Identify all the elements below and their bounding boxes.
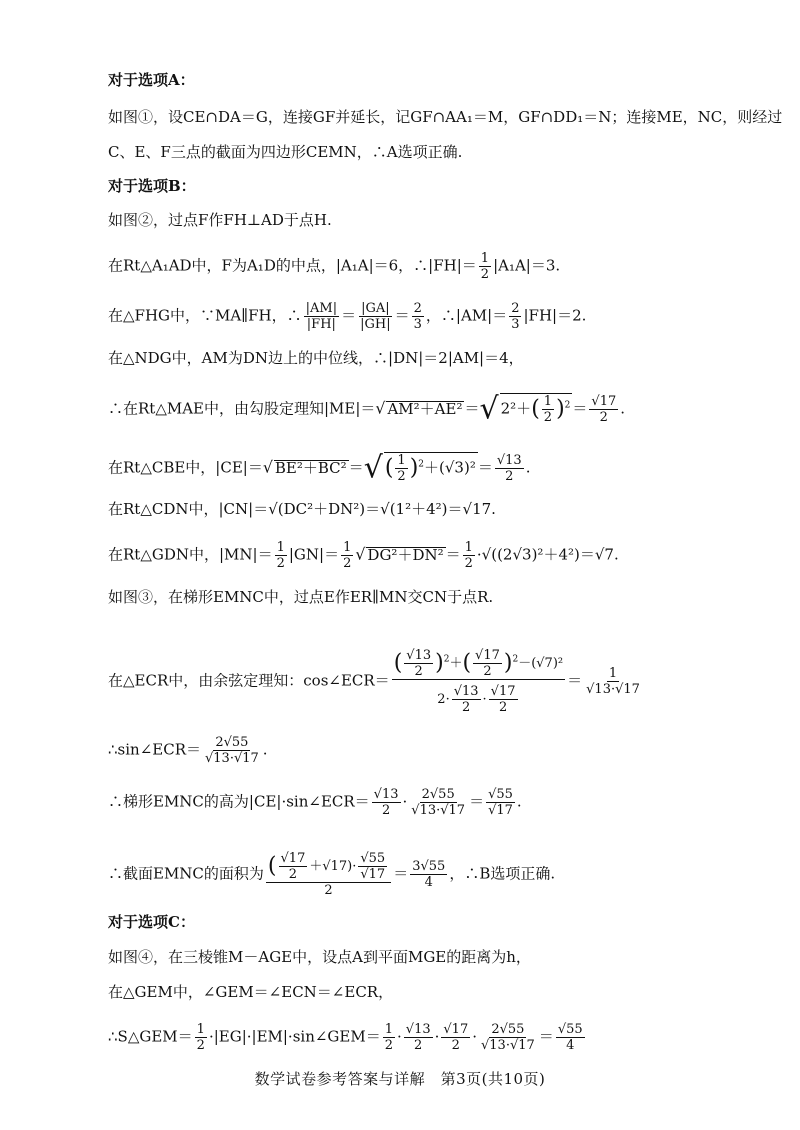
denominator: 2: [498, 700, 508, 715]
option-c-line-1: 如图④，在三棱锥M－AGE中，设点A到平面MGE的距离为h，: [108, 948, 531, 966]
denominator: 2: [464, 556, 473, 571]
option-b-line-9: 在△ECR中，由余弦定理知：cos∠ECR＝ ( $\frac{√13}{2}$ )$^2$＋( $\frac{√17}{2}$ )$^2$－(√7)² 2· $\frac{√13}{2}$ · $\frac{√17}{2}$ ＝ $\frac{1}{√13\cdot√17}$: [108, 648, 640, 715]
numerator: 1: [480, 251, 490, 266]
option-b-line-8: 如图③，在梯形EMNC中，过点E作ER∥MN交CN于点R.: [108, 588, 494, 606]
option-a-heading: 对于选项A：: [108, 71, 195, 89]
denominator: 2: [480, 267, 490, 282]
radicand: ( $\frac{1}{2}$ )$^2$＋(√3)²: [384, 453, 476, 484]
text: ，∴|AM|＝: [425, 306, 508, 325]
fraction: [441, 1022, 470, 1053]
text: 2²＋: [500, 399, 532, 418]
option-b-line-2: 在△FHG中，∵MA∥FH，∴ $\frac{|AM|}{|FH|}$ ＝ $\frac{|GA|}{|GH|}$ ＝ $\frac{2}{3}$ ，∴|AM|＝ $\frac{2}{3}$ |FH|＝2.: [108, 301, 587, 332]
numerator: 2: [413, 301, 422, 316]
fraction: [358, 301, 392, 332]
fraction-half: [479, 251, 491, 282]
text: 在△FHG中，∵MA∥FH，∴: [108, 306, 302, 325]
text: 在Rt△A₁AD中，F为A₁D的中点，|A₁A|＝6，∴|FH|＝: [108, 256, 477, 275]
numerator: ( $\frac{√17}{2}$ ＋√17)· $\frac{√55}{√17}$: [266, 851, 391, 883]
fraction: [358, 851, 387, 882]
fraction: [409, 787, 467, 818]
numerator: √17: [475, 648, 500, 663]
sqrt-sign: √: [355, 544, 366, 564]
numerator: √17: [443, 1022, 469, 1037]
numerator: √55: [488, 787, 513, 802]
denominator: 2: [381, 803, 391, 818]
denominator: 2· $\frac{√13}{2}$ · $\frac{√17}{2}$: [437, 684, 516, 715]
denominator: √13·√17: [205, 751, 259, 766]
option-b-line-5: 在Rt△CBE中，|CE|＝√ BE²＋BC² ＝√( $\frac{1}{2}$ )$^2$＋(√3)² ＝ $\frac{√13}{2}$ .: [108, 450, 531, 486]
denominator: 2: [451, 1038, 460, 1053]
radicand: AM²＋AE²: [387, 399, 463, 418]
numerator: 1: [608, 666, 618, 681]
denominator: 4: [424, 875, 433, 890]
denominator: 2: [414, 664, 423, 679]
text: |GN|＝: [288, 545, 340, 564]
denominator: 2: [599, 410, 608, 425]
fraction-half: [275, 540, 287, 571]
fraction: [279, 851, 308, 882]
fraction: [495, 453, 524, 484]
numerator: √55: [360, 851, 386, 866]
radicand: 2²＋( $\frac{1}{2}$ )$^2$: [500, 394, 571, 425]
denominator: 2: [288, 867, 298, 882]
numerator: ( $\frac{√13}{2}$ )$^2$＋( $\frac{√17}{2}$ )$^2$－(√7)²: [393, 648, 564, 679]
numerator: 1: [543, 394, 553, 409]
fraction: [589, 394, 618, 425]
denominator: 2: [324, 883, 333, 898]
text: ＋√17)·: [309, 859, 357, 874]
numerator: √13: [406, 648, 432, 663]
sqrt-sign: √: [262, 457, 273, 477]
text: ∴S△GEM＝: [108, 1027, 193, 1046]
cosine-fraction: [392, 648, 565, 715]
option-b-line-4: ∴在Rt△MAE中，由勾股定理知|ME|＝√ AM²＋AE² ＝√ 2²＋( $\frac{1}{2}$ )$^2$ ＝ $\frac{√17}{2}$ .: [108, 391, 626, 427]
option-c-heading: 对于选项C：: [108, 913, 195, 931]
option-b-line-12: ∴截面EMNC的面积为 ( $\frac{√17}{2}$ ＋√17)· $\frac{√55}{√17}$ 2 ＝ $\frac{3√55}{4}$ ，∴B选项正确.: [108, 851, 556, 898]
fraction-half: [463, 540, 475, 571]
fraction-half: [395, 453, 407, 484]
denominator: √13·√17: [586, 682, 640, 697]
numerator: 2√55: [491, 1022, 525, 1037]
fraction-half: [195, 1022, 207, 1053]
fraction-half: [341, 540, 353, 571]
text: 在Rt△CBE中，|CE|＝: [108, 458, 263, 477]
fraction: [509, 301, 521, 332]
text: ∴梯形EMNC的高为|CE|·sin∠ECR＝: [108, 792, 370, 811]
numerator: √17: [280, 851, 306, 866]
option-b-figure-2: 如图②，过点F作FH⊥AD于点H.: [108, 211, 332, 229]
numerator: √13: [453, 684, 479, 699]
denominator: √17: [488, 803, 513, 818]
numerator: 2√55: [215, 735, 249, 750]
text: ∴sin∠ECR＝: [108, 740, 201, 759]
fraction: [404, 648, 433, 679]
text: ·|EG|·|EM|·sin∠GEM＝: [208, 1027, 381, 1046]
numerator: 1: [384, 1022, 393, 1037]
numerator: 1: [343, 540, 352, 555]
text: 在Rt△GDN中，|MN|＝: [108, 545, 273, 564]
denominator: 2: [343, 556, 352, 571]
denominator: √13·√17: [411, 803, 466, 818]
radicand: DG²＋DN²: [367, 545, 444, 564]
option-b-line-6: 在Rt△CDN中，|CN|＝√(DC²＋DN²)＝√(1²＋4²)＝√17.: [108, 500, 496, 518]
numerator: √13: [405, 1022, 431, 1037]
numerator: |GA|: [361, 301, 390, 316]
denominator: √17: [360, 867, 386, 882]
numerator: √13: [373, 787, 399, 802]
numerator: 1: [464, 540, 473, 555]
text: 2·: [437, 692, 450, 707]
fraction: [404, 1022, 433, 1053]
denominator: 2: [505, 469, 514, 484]
fraction: [479, 1022, 537, 1053]
text: 在△ECR中，由余弦定理知：cos∠ECR＝: [108, 671, 390, 690]
fraction: [489, 684, 518, 715]
radicand: BE²＋BC²: [274, 458, 347, 477]
fraction: [410, 859, 447, 890]
text: ，∴B选项正确.: [449, 864, 556, 883]
numerator: √17: [591, 394, 617, 409]
option-c-line-2: 在△GEM中，∠GEM＝∠ECN＝∠ECR，: [108, 983, 394, 1001]
numerator: 1: [276, 540, 285, 555]
sqrt-sign: √: [479, 391, 499, 427]
fraction: [372, 787, 401, 818]
numerator: 1: [196, 1022, 205, 1037]
denominator: 2: [483, 664, 492, 679]
numerator: |AM|: [305, 301, 338, 316]
option-b-heading: 对于选项B：: [108, 177, 196, 195]
numerator: √13: [496, 453, 522, 468]
option-c-line-3: ∴S△GEM＝ $\frac{1}{2}$ ·|EG|·|EM|·sin∠GEM＝ $\frac{1}{2}$ · $\frac{√13}{2}$ · $\frac{√17}{2}$ · $\frac{2√55}{√13\cdot√17}$ ＝ $\frac{√55}{4}$: [108, 1022, 583, 1053]
denominator: 2: [461, 700, 471, 715]
denominator: 3: [511, 317, 520, 332]
numerator: 3√55: [412, 859, 446, 874]
fraction: [584, 666, 642, 697]
fraction: [304, 301, 339, 332]
denominator: |FH|: [306, 317, 336, 332]
text: |A₁A|＝3.: [493, 256, 561, 275]
text: ∴截面EMNC的面积为: [108, 864, 264, 883]
denominator: √13·√17: [481, 1038, 535, 1053]
fraction: [203, 735, 261, 766]
option-b-line-10: ∴sin∠ECR＝ $\frac{2√55}{√13\cdot√17}$ .: [108, 735, 268, 766]
option-b-line-11: ∴梯形EMNC的高为|CE|·sin∠ECR＝ $\frac{√13}{2}$ · $\frac{2√55}{√13\cdot√17}$ ＝ $\frac{√55}{√17}$ .: [108, 787, 522, 818]
text: ∴在Rt△MAE中，由勾股定理知|ME|＝: [108, 399, 376, 418]
text: ＋(√3)²: [424, 458, 476, 477]
page-footer: 数学试卷参考答案与详解 第3页(共10页): [254, 1070, 546, 1088]
denominator: 3: [413, 317, 422, 332]
fraction-half: [542, 394, 554, 425]
denominator: 2: [196, 1038, 205, 1053]
fraction: [473, 648, 502, 679]
area-fraction: [266, 851, 391, 898]
option-a-line-1: 如图①，设CE∩DA＝G，连接GF并延长，记GF∩AA₁＝M，GF∩DD₁＝N；连接ME，NC，则经过: [108, 108, 783, 126]
denominator: 4: [566, 1038, 575, 1053]
numerator: √17: [490, 684, 516, 699]
denominator: 2: [543, 410, 553, 425]
denominator: 2: [414, 1038, 423, 1053]
text: |FH|＝2.: [523, 306, 587, 325]
text: ·√((2√3)²＋4²)＝√7.: [476, 545, 619, 564]
text: －(√7)²: [518, 656, 564, 671]
sqrt-sign: √: [363, 450, 383, 486]
denominator: 2: [276, 556, 285, 571]
numerator: 2√55: [421, 787, 455, 802]
fraction: [452, 684, 481, 715]
numerator: 1: [397, 453, 406, 468]
option-b-line-1: [108, 251, 560, 282]
option-b-line-3: 在△NDG中，AM为DN边上的中位线，∴|DN|＝2|AM|＝4，: [108, 349, 524, 367]
denominator: 2: [397, 469, 406, 484]
fraction-half: [383, 1022, 395, 1053]
denominator: 2: [384, 1038, 393, 1053]
sqrt-sign: √: [375, 398, 386, 418]
option-b-line-7: 在Rt△GDN中，|MN|＝ $\frac{1}{2}$ |GN|＝ $\frac{1}{2}$ √ DG²＋DN² ＝ $\frac{1}{2}$ ·√((2√3)²＋4²)＝√7.: [108, 540, 619, 571]
denominator: |GH|: [360, 317, 391, 332]
numerator: √55: [557, 1022, 583, 1037]
fraction: [556, 1022, 585, 1053]
numerator: 2: [511, 301, 520, 316]
option-a-line-2: C、E、F三点的截面为四边形CEMN，∴A选项正确.: [108, 143, 463, 161]
fraction: [486, 787, 515, 818]
fraction: [412, 301, 424, 332]
